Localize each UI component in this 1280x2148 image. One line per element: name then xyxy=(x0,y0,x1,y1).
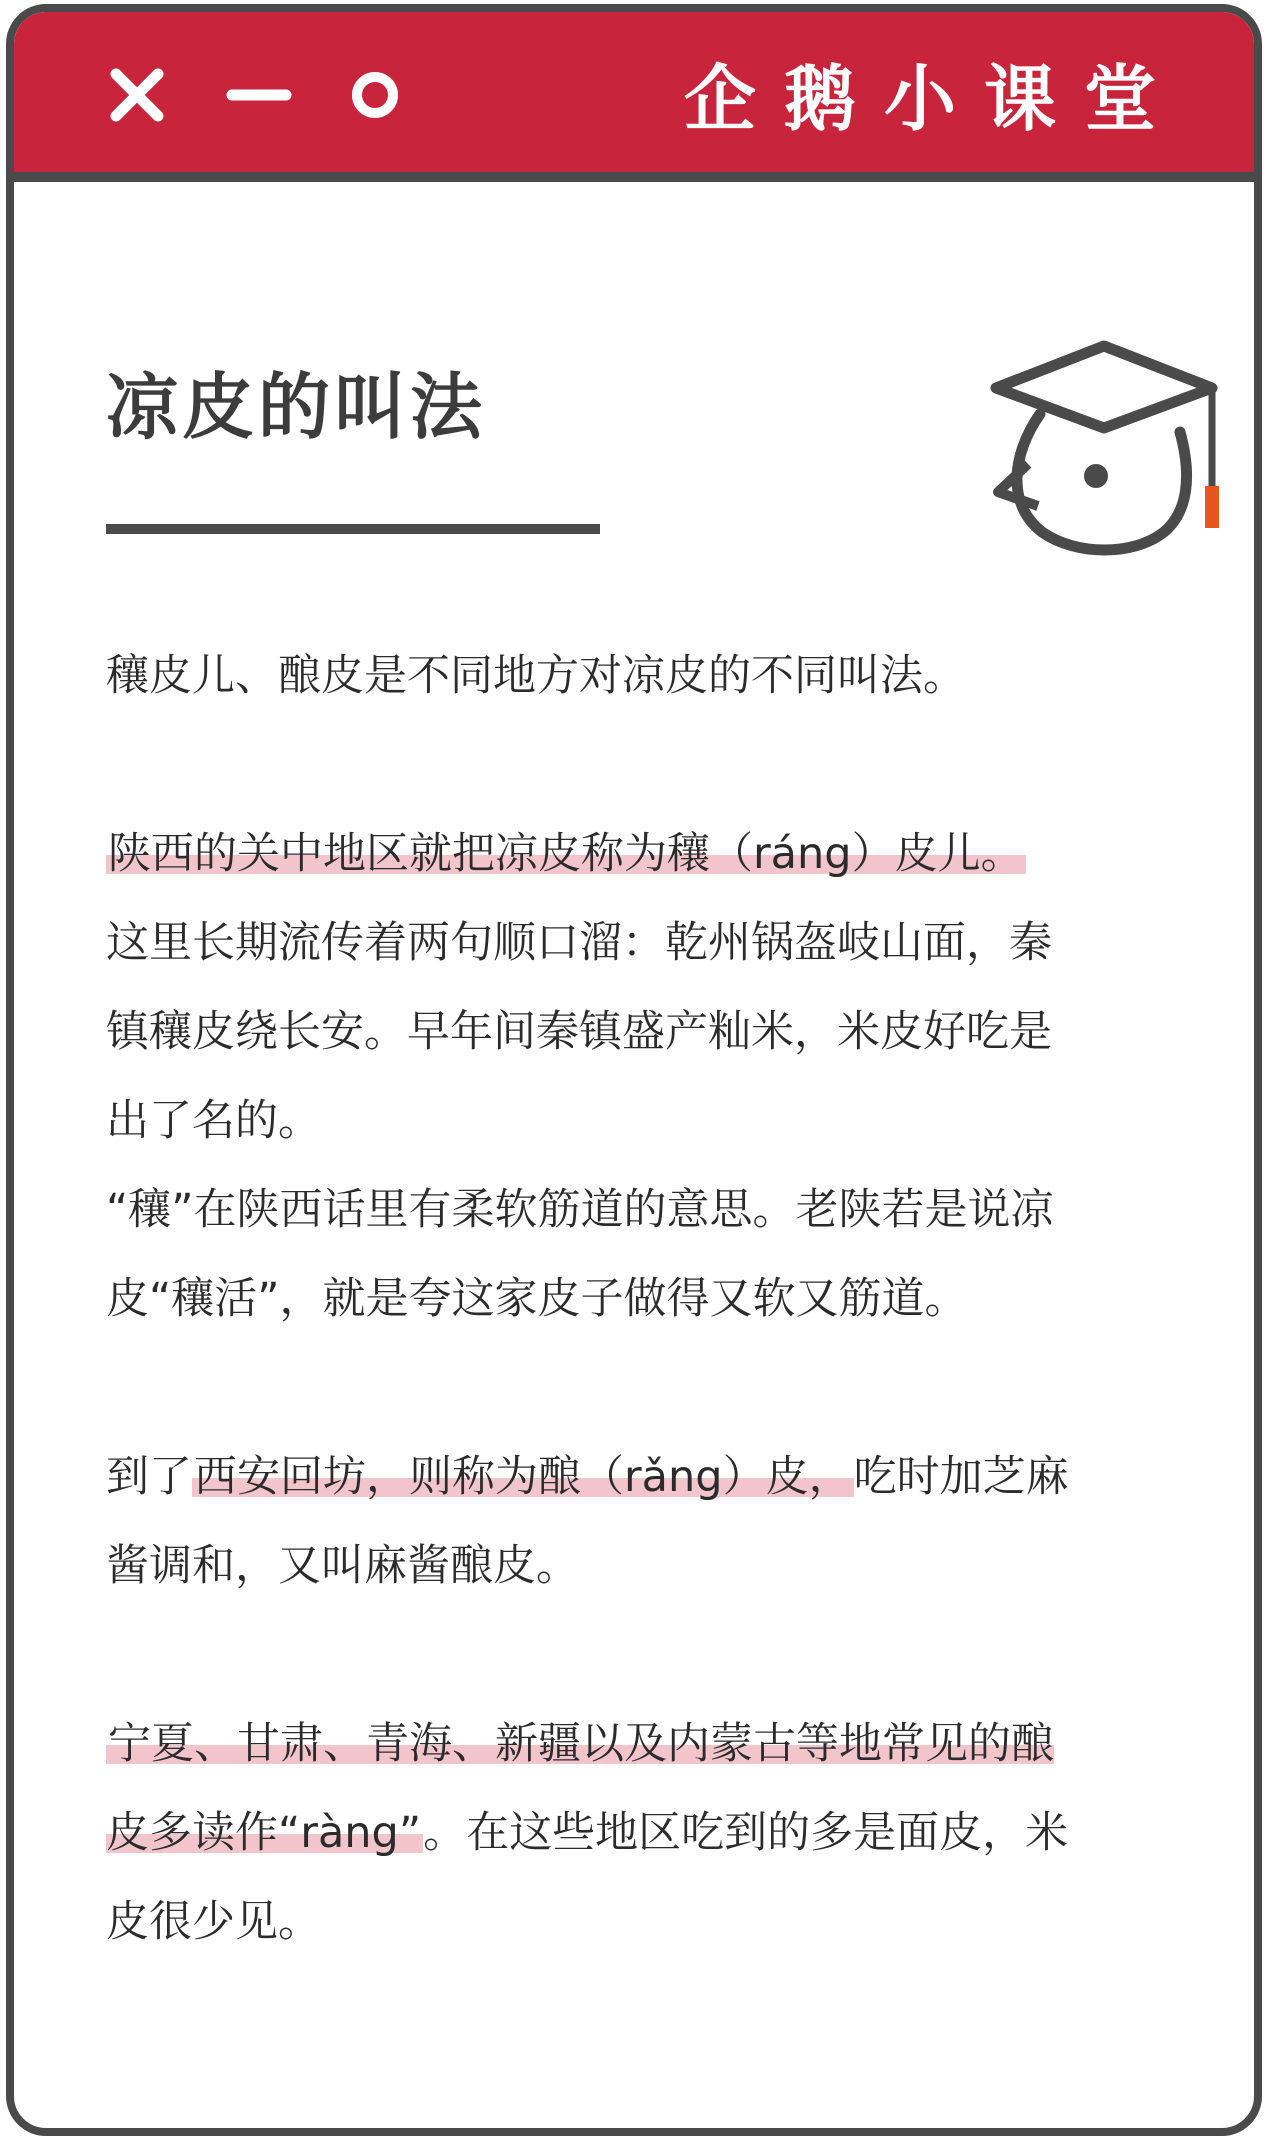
highlight-huifang: 西安回坊，则称为酿（rǎng）皮， xyxy=(194,1452,852,1502)
page-title: 凉皮的叫法 xyxy=(106,365,487,449)
minimize-icon[interactable] xyxy=(224,60,294,130)
paragraph-huifang-rest: 吃时加芝麻酱调和，又叫麻酱酿皮。 xyxy=(106,1452,1069,1591)
paragraph-guanzhong xyxy=(106,810,1086,1166)
brand-title: 企鹅小课堂 xyxy=(683,57,1184,141)
title-underline xyxy=(106,524,600,534)
close-icon[interactable] xyxy=(102,60,172,130)
paragraph-northwest-rest: 。在这些地区吃到的多是面皮，米皮很少见。 xyxy=(106,1808,1069,1947)
paragraph-huifang xyxy=(106,1433,1086,1611)
paragraph-northwest xyxy=(106,1700,1086,1967)
highlight-northwest: 宁夏、甘肃、青海、新疆以及内蒙古等地常见的酿皮多读作“ràng” xyxy=(106,1719,1054,1858)
paragraph-huifang-pre: 到了 xyxy=(106,1452,192,1502)
title-bar xyxy=(14,12,1254,182)
paragraph-guanzhong-rest: 这里长期流传着两句顺口溜：乾州锅盔岐山面，秦镇穰皮绕长安。早年间秦镇盛产籼米，米皮好吃是出了名的。 xyxy=(106,918,1052,1146)
paragraph-intro: 穰皮儿、酿皮是不同地方对凉皮的不同叫法。 xyxy=(106,651,966,701)
restore-icon[interactable] xyxy=(340,60,410,130)
article-body xyxy=(106,632,1086,1967)
paragraph-rang-meaning: “穰”在陕西话里有柔软筋道的意思。老陕若是说凉皮“穰活”，就是夸这家皮子做得又软又筋道。 xyxy=(106,1185,1054,1324)
highlight-guanzhong: 陕西的关中地区就把凉皮称为穰（ráng）皮儿。 xyxy=(108,829,1024,879)
app-window xyxy=(6,4,1262,2136)
graduation-penguin-icon xyxy=(984,336,1224,556)
